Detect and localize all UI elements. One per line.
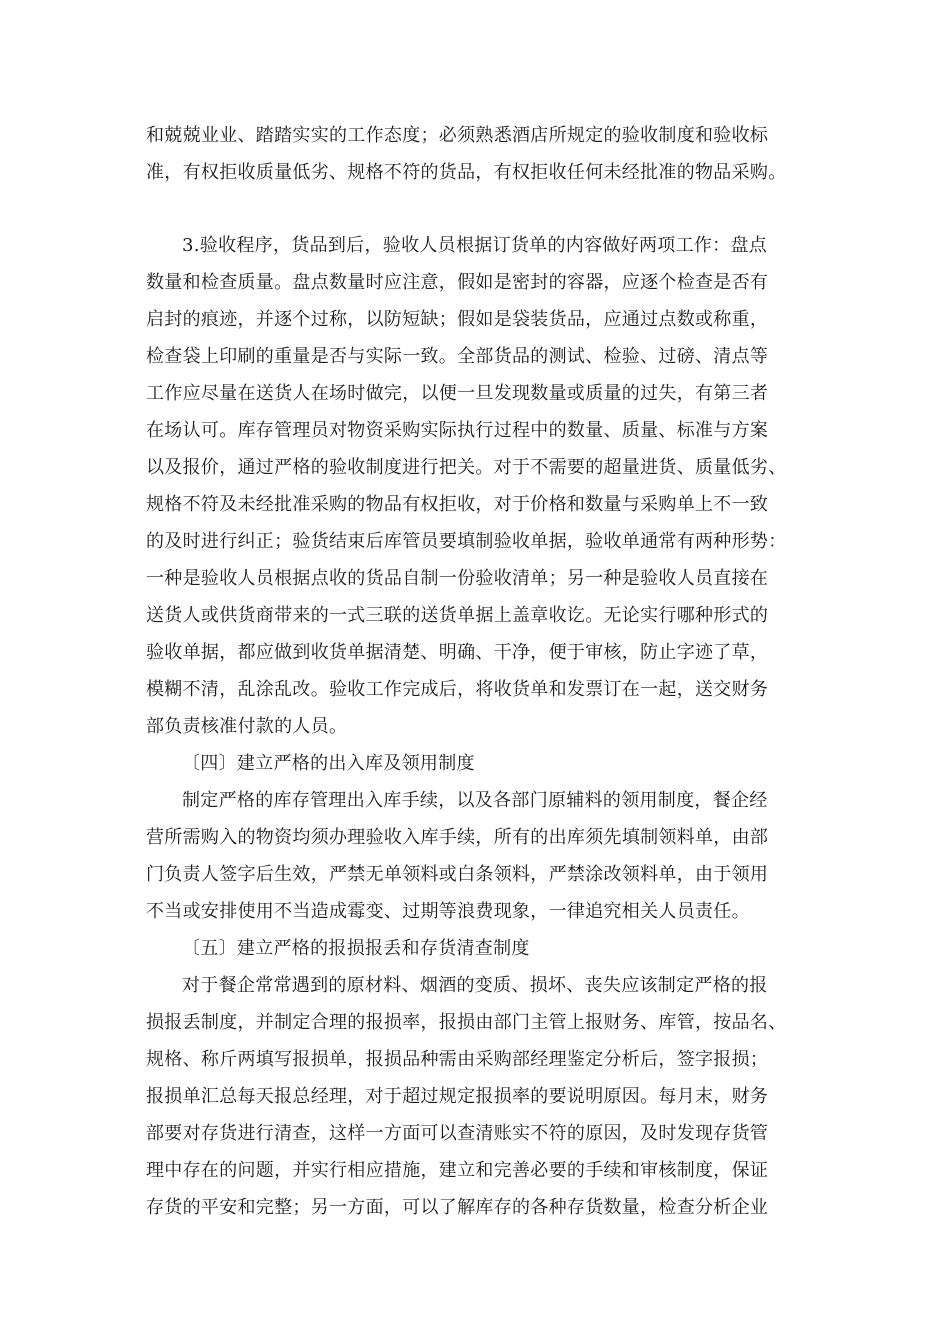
text-line: 对于餐企常常遇到的原材料、烟酒的变质、损坏、丧失应该制定严格的报 <box>182 975 768 996</box>
text-line: 模糊不清，乱涂乱改。验收工作完成后，将收货单和发票订在一起，送交财务 <box>146 679 769 700</box>
text-line: 启封的痕迹，并逐个过称，以防短缺；假如是袋装货品，应通过点数或称重， <box>146 309 769 330</box>
text-line: 和兢兢业业、踏踏实实的工作态度；必须熟悉酒店所规定的验收制度和验收标 <box>146 125 769 146</box>
text-line: 部负责核准付款的人员。 <box>146 716 348 737</box>
text-line: 送货人或供货商带来的一式三联的送货单据上盖章收讫。无论实行哪种形式的 <box>146 605 769 626</box>
text-line: 制定严格的库存管理出入库手续，以及各部门原辅料的领用制度，餐企经 <box>182 790 768 811</box>
text-line: 3.验收程序，货品到后，验收人员根据订货单的内容做好两项工作：盘点 <box>182 235 768 256</box>
paragraph-acceptance-attitude <box>146 117 806 191</box>
text-line: 营所需购入的物资均须办理验收入库手续，所有的出库须先填制领料单，由部 <box>146 827 769 848</box>
text-line: 门负责人签字后生效，严禁无单领料或白条领料，严禁涂改领料单，由于领用 <box>146 864 769 885</box>
section-heading-5: 〔五〕建立严格的报损报丢和存货清查制度 <box>182 938 530 959</box>
text-line: 规格不符及未经批准采购的物品有权拒收，对于价格和数量与采购单上不一致 <box>146 494 769 515</box>
text-line: 理中存在的问题，并实行相应措施，建立和完善必要的手续和审核制度，保证 <box>146 1160 769 1181</box>
text-line: 不当或安排使用不当造成霉变、过期等浪费现象，一律追究相关人员责任。 <box>146 901 750 922</box>
paragraph-acceptance-procedure <box>146 227 806 1226</box>
text-line: 报损单汇总每天报总经理，对于超过规定报损率的要说明原因。每月末，财务 <box>146 1086 769 1107</box>
text-line: 在场认可。库存管理员对物资采购实际执行过程中的数量、质量、标准与方案 <box>146 420 769 441</box>
text-line: 规格、称斤两填写报损单，报损品种需由采购部经理鉴定分析后，签字报损； <box>146 1049 769 1070</box>
text-line: 部要对存货进行清查，这样一方面可以查清账实不符的原因，及时发现存货管 <box>146 1123 769 1144</box>
text-line: 存货的平安和完整；另一方面，可以了解库存的各种存货数量，检查分析企业 <box>146 1197 769 1218</box>
text-line: 损报丢制度，并制定合理的报损率，报损由部门主管上报财务、库管，按品名、 <box>146 1012 787 1033</box>
text-line: 准，有权拒收质量低劣、规格不符的货品，有权拒收任何未经批准的物品采购。 <box>146 162 787 183</box>
section-heading-4: 〔四〕建立严格的出入库及领用制度 <box>182 753 475 774</box>
text-line: 工作应尽量在送货人在场时做完，以便一旦发现数量或质量的过失，有第三者 <box>146 383 769 404</box>
text-line: 验收单据，都应做到收货单据清楚、明确、干净，便于审核，防止字迹了草， <box>146 642 769 663</box>
text-line: 的及时进行纠正；验货结束后库管员要填制验收单据，验收单通常有两种形势： <box>146 531 787 552</box>
text-line: 一种是验收人员根据点收的货品自制一份验收清单；另一种是验收人员直接在 <box>146 568 769 589</box>
text-line: 以及报价，通过严格的验收制度进行把关。对于不需要的超量进货、质量低劣、 <box>146 457 787 478</box>
text-line: 检查袋上印刷的重量是否与实际一致。全部货品的测试、检验、过磅、清点等 <box>146 346 769 367</box>
text-line: 数量和检查质量。盘点数量时应注意，假如是密封的容器，应逐个检查是否有 <box>146 272 769 293</box>
